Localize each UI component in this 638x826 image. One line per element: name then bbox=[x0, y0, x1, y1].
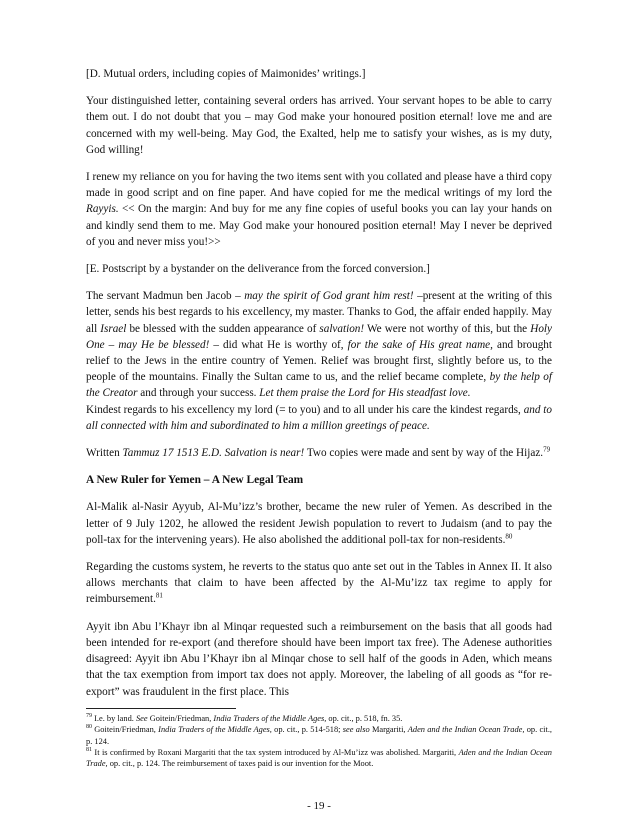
text-run: op. cit., p. 124. The reimbursement of taxes paid is our invention for the Moot. bbox=[107, 759, 374, 769]
footnote-ref-80[interactable]: 80 bbox=[505, 532, 513, 541]
paragraph-customs-system bbox=[86, 559, 552, 608]
text-run: –present at the writing of this letter, sends his best regards to his excellency, my master. Thanks to God, the affair ended happily. May all bbox=[86, 290, 552, 335]
text-run: op. cit., p. 124. bbox=[86, 725, 553, 746]
italic-run: by the help of the Creator bbox=[86, 371, 552, 400]
footnote-divider bbox=[86, 708, 236, 709]
paragraph-kindest-regards bbox=[86, 402, 552, 434]
italic-run: Israel bbox=[100, 322, 127, 335]
text-run: Regarding the customs system, he reverts to the status quo ante set out in the Tables in Annex II. It also allows merchants that claim to have been affected by the Al-Mu’izz tax regime to apply for reimbursement. bbox=[86, 561, 552, 606]
text-run: Margariti, bbox=[369, 725, 408, 735]
paragraph-renew-reliance bbox=[86, 169, 552, 250]
italic-run: see also bbox=[342, 725, 370, 735]
italic-run: for the sake of His great name, bbox=[347, 338, 493, 351]
text-run: << On the margin: And buy for me any fine copies of useful books you can lay your hands on and kindly send them to me. May God make your honoured position eternal! May I never be deprived of you and never miss you!>> bbox=[86, 203, 552, 248]
text-run: It is confirmed by Roxani Margariti that the tax system introduced by Al-Mu’izz was abolished. Margariti, bbox=[92, 747, 459, 757]
paragraph-postscript bbox=[86, 288, 552, 401]
text-run: be blessed with the sudden appearance of bbox=[126, 322, 320, 335]
italic-run: Tammuz 17 1513 E.D. Salvation is near! bbox=[122, 447, 305, 460]
paragraph-letter-orders: Your distinguished letter, containing several orders has arrived. Your servant hopes to be able to carry them out. I do not doubt that you – may God make your honoured position eternal! love me and are concerned with my well-being. May God, the Exalted, help me to satisfy your wishes, as is my duty, God willing! bbox=[86, 95, 552, 156]
italic-run: may the spirit of God grant him rest! bbox=[244, 290, 414, 303]
italic-run: Holy One – may He be blessed! bbox=[86, 322, 552, 351]
footnote-ref-79[interactable]: 79 bbox=[543, 445, 551, 454]
section-e-title: [E. Postscript by a bystander on the deliverance from the forced conversion.] bbox=[86, 263, 430, 276]
text-run: Written bbox=[86, 447, 123, 460]
footnote-number: 80 bbox=[86, 724, 92, 731]
text-run: Al-Malik al-Nasir Ayyub, Al-Mu’izz’s brother, became the new ruler of Yemen. As described in the letter of 9 July 1202, he allowed the resident Jewish population to revert to Judaism (and to pay the poll-tax for the intervening years). He also abolished the additional poll-tax for non-residents. bbox=[86, 501, 552, 546]
text-run: The servant Madmun ben Jacob – bbox=[86, 290, 245, 303]
text-run: op. cit., p. 518, fn. 35. bbox=[326, 713, 403, 723]
paragraph-reimbursement: Ayyit ibn Abu l’Khayr ibn al Minqar requested such a reimbursement on the basis that all goods had been intended for re-export (and therefore should have been import tax free). The Adenese authorities disagreed: Ayyit ibn Abu l’Khayr ibn al Minqar chose to sell half of the goods in Aden, which means that the tax exemption from import tax does not apply. Moreover, the labeling of all goods as “for re-export” was fraudulent in the first place. This bbox=[86, 620, 552, 698]
text-run: Two copies were made and sent by way of the Hijaz. bbox=[304, 447, 544, 460]
italic-run: and to all connected with him and subordinated to him a million greetings of peace. bbox=[86, 403, 553, 432]
paragraph-written-date bbox=[86, 445, 552, 461]
italic-run: India Traders of the Middle Ages, bbox=[158, 725, 272, 735]
section-d-title: [D. Mutual orders, including copies of Maimonides’ writings.] bbox=[86, 68, 366, 80]
footnote-ref-81[interactable]: 81 bbox=[155, 591, 163, 600]
text-run: Kindest regards to his excellency my lord (= to you) and to all under his care the kindest regards, bbox=[86, 403, 524, 416]
footnote-79 bbox=[86, 713, 552, 724]
page-number: - 19 - bbox=[307, 800, 331, 812]
footnote-number: 79 bbox=[86, 712, 92, 719]
italic-run: See bbox=[135, 713, 148, 723]
italic-run: India Traders of the Middle Ages, bbox=[213, 713, 327, 723]
italic-run: Rayyis. bbox=[86, 203, 119, 216]
text-run: and through your success. bbox=[137, 387, 260, 400]
text-run: and brought relief to the Jews in the entire country of Yemen. Relief was brought first, slightly before us, to the people of the mountains. Finally the Sultan came to us, and the relief became complete, bbox=[86, 338, 552, 384]
text-run: op. cit., p. 514-518; bbox=[271, 725, 343, 735]
footnote-81 bbox=[86, 747, 552, 770]
italic-run: salvation! bbox=[319, 322, 365, 335]
text-run: Goitein/Friedman, bbox=[147, 713, 214, 723]
text-run: – did what He is worthy of, bbox=[209, 338, 348, 351]
document-page bbox=[86, 66, 552, 770]
text-run: Goitein/Friedman, bbox=[92, 725, 159, 735]
text-run: We were not worthy of this, but the bbox=[364, 322, 531, 335]
section-heading: A New Ruler for Yemen – A New Legal Team bbox=[86, 474, 304, 487]
text-run: I renew my reliance on you for having the two items sent with you collated and please have a third copy made in good script and on fine paper. And have copied for me the medical writings of my lord the bbox=[86, 171, 553, 200]
italic-run: Aden and the Indian Ocean Trade, bbox=[86, 747, 552, 769]
footnote-80 bbox=[86, 724, 552, 747]
paragraph-new-ruler bbox=[86, 499, 552, 548]
footnote-number: 81 bbox=[86, 747, 92, 754]
text-run: I.e. by land. bbox=[92, 713, 136, 723]
italic-run: Let them praise the Lord for His steadfast love. bbox=[259, 387, 471, 400]
italic-run: Aden and the Indian Ocean Trade, bbox=[407, 725, 525, 735]
